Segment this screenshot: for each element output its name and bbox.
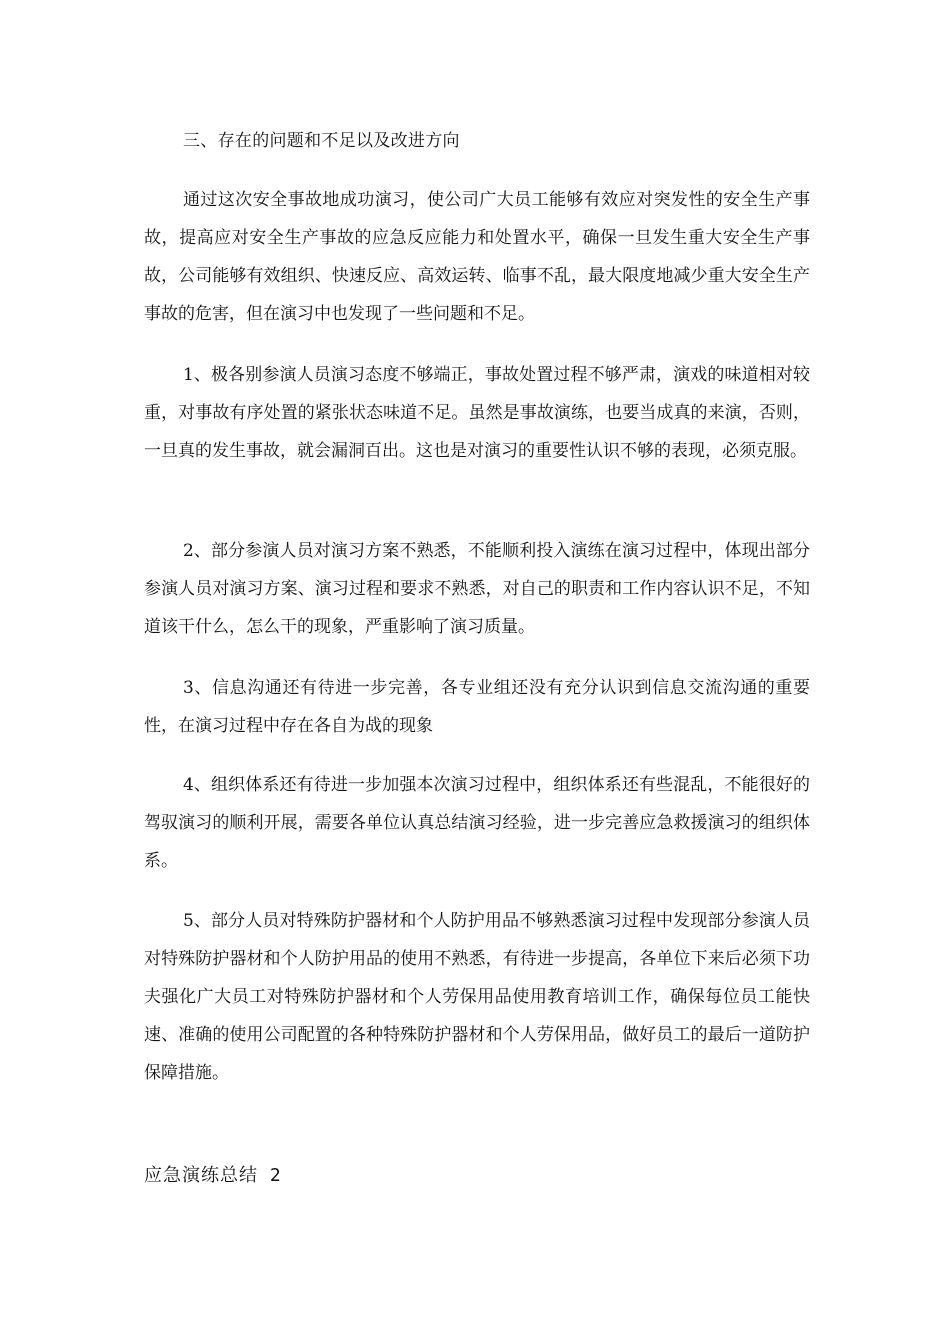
paragraph-item-3: 3、信息沟通还有待进一步完善，各专业组还没有充分认识到信息交流沟通的重要性，在演习过程中存在各自为战的现象: [144, 678, 810, 736]
paragraph-item-2: 2、部分参演人员对演习方案不熟悉，不能顺利投入演练在演习过程中，体现出部分参演人员对演习方案、演习过程和要求不熟悉，对自己的职责和工作内容认识不足，不知道该干什么，怎么干的现象，严重影响了演习质量。: [144, 541, 810, 637]
paragraph-intro: 通过这次安全事故地成功演习，使公司广大员工能够有效应对突发性的安全生产事故，提高应对安全生产事故的应急反应能力和处置水平，确保一旦发生重大安全生产事故，公司能够有效组织、快速反应、高效运转、临事不乱，最大限度地减少重大安全生产事故的危害，但在演习中也发现了一些问题和不足。: [144, 190, 810, 324]
paragraph-item-5: 5、部分人员对特殊防护器材和个人防护用品不够熟悉演习过程中发现部分参演人员对特殊防护器材和个人防护用品的使用不熟悉，有待进一步提高，各单位下来后必须下功夫强化广大员工对特殊防护器材和个人劳保用品使用教育培训工作，确保每位员工能快速、准确的使用公司配置的各种特殊防护器材和个人劳保用品，做好员工的最后一道防护保障措施。: [144, 911, 810, 1083]
paragraph-item-1: 1、极各别参演人员演习态度不够端正，事故处置过程不够严肃，演戏的味道相对较重，对事故有序处置的紧张状态味道不足。虽然是事故演练，也要当成真的来演，否则，一旦真的发生事故，就会漏洞百出。这也是对演习的重要性认识不够的表现，必须克服。: [144, 365, 810, 461]
section-heading: 三、存在的问题和不足以及改进方向: [183, 131, 460, 151]
next-section-title: 应急演练总结 2: [144, 1165, 282, 1186]
paragraph-item-4: 4、组织体系还有待进一步加强本次演习过程中，组织体系还有些混乱，不能很好的驾驭演习的顺利开展，需要各单位认真总结演习经验，进一步完善应急救援演习的组织体系。: [144, 775, 810, 871]
